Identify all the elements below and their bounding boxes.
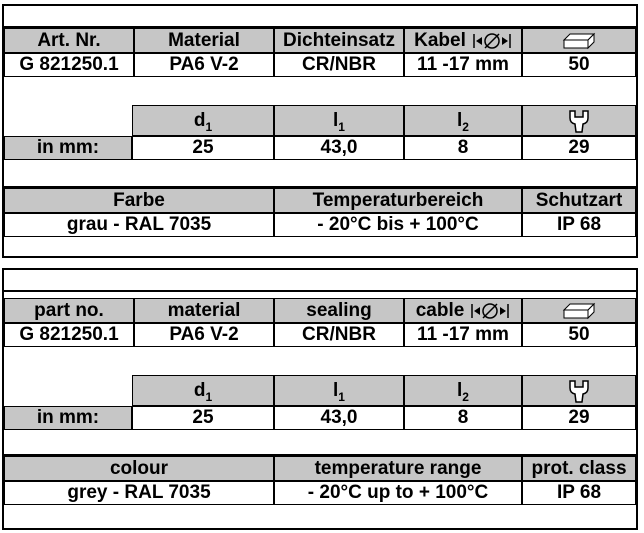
- l2-value: 8: [404, 136, 522, 160]
- spec-values-row: [4, 53, 636, 77]
- cable-header: [404, 28, 522, 53]
- spec-values-row: [4, 323, 636, 347]
- material-header: material: [134, 298, 274, 323]
- temperature-value: - 20°C bis + 100°C: [274, 213, 522, 237]
- l2-header: l 2: [404, 375, 522, 406]
- sealing-value: CR/NBR: [274, 323, 404, 347]
- dims-values-row: [4, 406, 636, 430]
- wrench-header: [522, 375, 636, 406]
- wrench-icon: [566, 108, 592, 134]
- colour-header: Farbe: [4, 188, 274, 213]
- wrench-header: [522, 105, 636, 136]
- cable-value: 11 -17 mm: [404, 323, 522, 347]
- datasheet-german: [2, 4, 638, 258]
- temperature-header: Temperaturbereich: [274, 188, 522, 213]
- colour-value: grau - RAL 7035: [4, 213, 274, 237]
- unit-label: in mm:: [4, 136, 132, 160]
- art-nr-value: G 821250.1: [4, 323, 134, 347]
- spec-header-row: [4, 28, 636, 53]
- packing-value: 50: [522, 53, 636, 77]
- l1-value: 43,0: [274, 406, 404, 430]
- l1-header: l 1: [274, 375, 404, 406]
- temperature-header: temperature range: [274, 456, 522, 481]
- art-nr-header: Art. Nr.: [4, 28, 134, 53]
- l1-header: l 1: [274, 105, 404, 136]
- material-header: Material: [134, 28, 274, 53]
- sealing-header: Dichteinsatz: [274, 28, 404, 53]
- protection-header: Schutzart: [522, 188, 636, 213]
- dims-header-row: [4, 375, 636, 406]
- props-header-row: [4, 456, 636, 481]
- dims-values-row: [4, 136, 636, 160]
- cable-diameter-icon: [470, 302, 510, 320]
- wrench-value: 29: [522, 406, 636, 430]
- box-icon: [562, 32, 596, 50]
- l2-header: l 2: [404, 105, 522, 136]
- box-icon: [562, 302, 596, 320]
- colour-header: colour: [4, 456, 274, 481]
- props-values-row: [4, 481, 636, 505]
- cable-diameter-icon: [472, 32, 512, 50]
- material-value: PA6 V-2: [134, 323, 274, 347]
- d1-value: 25: [132, 406, 274, 430]
- cable-value: 11 -17 mm: [404, 53, 522, 77]
- datasheet-english: [2, 268, 638, 530]
- art-nr-value: G 821250.1: [4, 53, 134, 77]
- l2-value: 8: [404, 406, 522, 430]
- protection-value: IP 68: [522, 213, 636, 237]
- sealing-value: CR/NBR: [274, 53, 404, 77]
- cable-header-label: cable: [415, 299, 465, 321]
- packing-value: 50: [522, 323, 636, 347]
- cable-header-label: Kabel: [414, 29, 466, 51]
- protection-value: IP 68: [522, 481, 636, 505]
- d1-header: d 1: [132, 105, 274, 136]
- props-header-row: [4, 188, 636, 213]
- d1-header: d 1: [132, 375, 274, 406]
- packing-header: [522, 28, 636, 53]
- spec-header-row: [4, 298, 636, 323]
- protection-header: prot. class: [522, 456, 636, 481]
- temperature-value: - 20°C up to + 100°C: [274, 481, 522, 505]
- material-value: PA6 V-2: [134, 53, 274, 77]
- wrench-icon: [566, 378, 592, 404]
- packing-header: [522, 298, 636, 323]
- unit-label: in mm:: [4, 406, 132, 430]
- cable-header: [404, 298, 522, 323]
- d1-value: 25: [132, 136, 274, 160]
- wrench-value: 29: [522, 136, 636, 160]
- sealing-header: sealing: [274, 298, 404, 323]
- colour-value: grey - RAL 7035: [4, 481, 274, 505]
- l1-value: 43,0: [274, 136, 404, 160]
- props-values-row: [4, 213, 636, 237]
- art-nr-header: part no.: [4, 298, 134, 323]
- dims-header-row: [4, 105, 636, 136]
